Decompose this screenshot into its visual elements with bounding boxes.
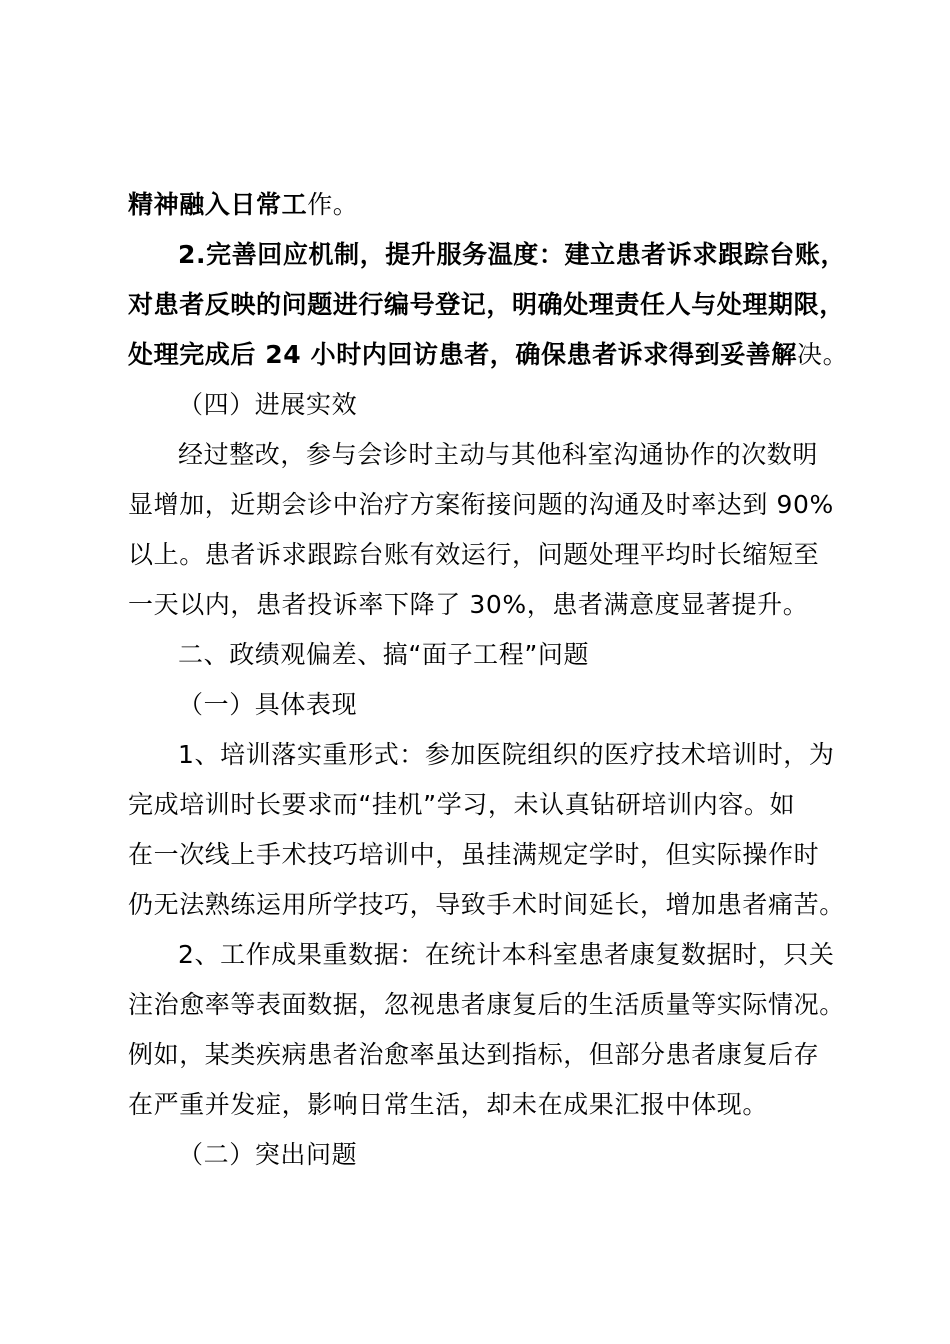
- text-line: 2、工作成果重数据：在统计本科室患者康复数据时，只关: [178, 940, 835, 969]
- normal-text: 作。: [307, 190, 359, 219]
- text-line: [128, 188, 848, 222]
- text-line: 显增加，近期会诊中治疗方案衔接问题的沟通及时率达到 90%: [128, 490, 834, 519]
- section-heading: （一）具体表现: [178, 690, 358, 719]
- text-line: 1、培训落实重形式：参加医院组织的医疗技术培训时，为: [178, 740, 835, 769]
- text-line: 2.完善回应机制，提升服务温度：建立患者诉求跟踪台账，: [178, 240, 847, 269]
- bold-text: 精神融入日常工: [128, 190, 308, 219]
- section-heading: （二）突出问题: [178, 1140, 358, 1169]
- text-line: 经过整改，参与会诊时主动与其他科室沟通协作的次数明: [178, 440, 819, 469]
- text-line: 一天以内，患者投诉率下降了 30%，患者满意度显著提升。: [128, 590, 809, 619]
- text-line: 仍无法熟练运用所学技巧，导致手术时间延长，增加患者痛苦。: [128, 890, 845, 919]
- text-line: 对患者反映的问题进行编号登记，明确处理责任人与处理期限，: [128, 290, 845, 319]
- normal-text: 决。: [797, 340, 849, 369]
- text-line: 完成培训时长要求而“挂机”学习，未认真钻研培训内容。如: [128, 790, 796, 819]
- section-heading: 二、政绩观偏差、搞“面子工程”问题: [178, 640, 590, 669]
- section-heading: （四）进展实效: [178, 390, 358, 419]
- text-line: 在严重并发症，影响日常生活，却未在成果汇报中体现。: [128, 1090, 769, 1119]
- text-line: 在一次线上手术技巧培训中，虽挂满规定学时，但实际操作时: [128, 840, 820, 869]
- text-line: [128, 338, 848, 372]
- text-line: 注治愈率等表面数据，忽视患者康复后的生活质量等实际情况。: [128, 990, 845, 1019]
- text-line: 例如，某类疾病患者治愈率虽达到指标，但部分患者康复后存: [128, 1040, 820, 1069]
- text-line: 以上。患者诉求跟踪台账有效运行，问题处理平均时长缩短至: [128, 540, 820, 569]
- bold-text: 处理完成后 24 小时内回访患者，确保患者诉求得到妥善解: [128, 340, 797, 369]
